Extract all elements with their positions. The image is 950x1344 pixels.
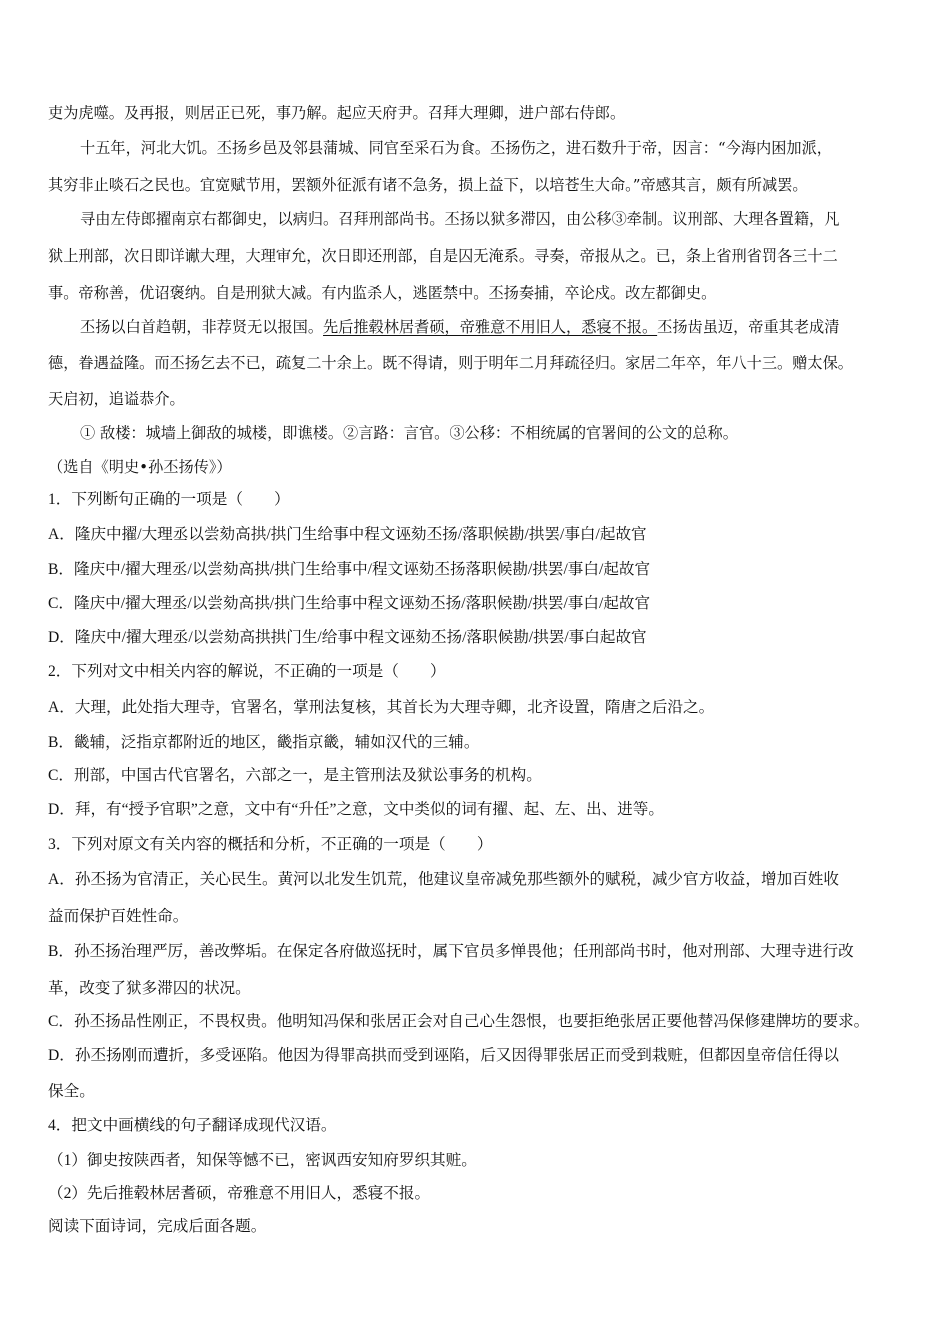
option-3a: A．孙丕扬为官清正，关心民生。黄河以北发生饥荒，他建议皇帝减免那些额外的赋税，减少官方收益，增加百姓收 [48,871,839,888]
passage-line: 十五年，河北大饥。丕扬乡邑及邻县蒲城、同官至采石为食。丕扬伤之，进石数升于帝，因言：“今海内困加派， [80,139,832,157]
option-3b-cont: 革，改变了狱多滞囚的状况。 [48,980,251,997]
option-1a: A．隆庆中擢/大理丞以尝劾高拱/拱门生给事中程文诬劾丕扬/落职候勘/拱罢/事白/起故官 [48,526,647,543]
question-4-item-1: （1）御史按陕西者，知保等憾不已，密讽西安知府罗织其赃。 [48,1152,477,1169]
option-1c: C．隆庆中/擢大理丞/以尝劾高拱/拱门生给事中程文诬劾丕扬/落职候勘/拱罢/事白/起故官 [48,595,651,612]
underlined-sentence: 先后推毂林居耆硕，帝雅意不用旧人，悉寝不报。 [323,318,658,336]
source-citation: （选自《明史•孙丕扬传》） [48,458,232,476]
footnotes: ① 敌楼：城墙上御敌的城楼，即谯楼。②言路：言官。③公移：不相统属的官署间的公文的总称。 [80,424,738,442]
option-3d-cont: 保全。 [48,1083,95,1100]
option-2c: C．刑部，中国古代官署名，六部之一，是主管刑法及狱讼事务的机构。 [48,767,542,784]
question-4: 4．把文中画横线的句子翻译成现代汉语。 [48,1117,337,1134]
question-3: 3．下列对原文有关内容的概括和分析，不正确的一项是（ ） [48,836,493,853]
section-instruction: 阅读下面诗词，完成后面各题。 [48,1218,267,1235]
option-2d: D．拜，有“授予官职”之意，文中有“升任”之意，文中类似的词有擢、起、左、出、进等。 [48,801,664,818]
passage-line: 吏为虎噬。及再报，则居正已死，事乃解。起应天府尹。召拜大理卿，进户部右侍郎。 [48,104,626,122]
passage-line: 其穷非止啖石之民也。宜宽赋节用，罢额外征派有诸不急务，损上益下，以培苍生大命。”帝感其言，颇有所减罢。 [48,176,808,194]
passage-line [80,317,839,337]
option-1d: D．隆庆中/擢大理丞/以尝劾高拱拱门生/给事中程文诬劾丕扬/落职候勘/拱罢/事白起故官 [48,629,647,646]
passage-line: 狱上刑部，次日即详谳大理，大理审允，次日即还刑部，自是囚无淹系。寻奏，帝报从之。已，条上省刑省罚各三十二 [48,247,838,265]
question-1: 1．下列断句正确的一项是（ ） [48,491,290,508]
option-2a: A．大理，此处指大理寺，官署名，掌刑法复核，其首长为大理寺卿，北齐设置，隋唐之后沿之。 [48,699,715,716]
question-2: 2．下列对文中相关内容的解说，不正确的一项是（ ） [48,663,446,680]
passage-text: 丕扬齿虽迈，帝重其老成清 [657,318,840,336]
passage-line: 事。帝称善，优诏褒纳。自是刑狱大减。有内监杀人，逃匿禁中。丕扬奏捕，卒论戍。改左都御史。 [48,284,717,302]
option-1b: B．隆庆中/擢大理丞/以尝劾高拱/拱门生给事中/程文诬劾丕扬落职候勘/拱罢/事白/起故官 [48,561,651,578]
passage-text: 丕扬以白首趋朝，非荐贤无以报国。 [80,318,323,336]
option-2b: B．畿辅，泛指京都附近的地区，畿指京畿，辅如汉代的三辅。 [48,734,480,751]
question-4-item-2: （2）先后推毂林居耆硕，帝雅意不用旧人，悉寝不报。 [48,1185,431,1202]
passage-line: 天启初，追谥恭介。 [48,390,185,408]
passage-line: 德，眷遇益隆。而丕扬乞去不已，疏复二十余上。既不得请，则于明年二月拜疏径归。家居二年卒，年八十三。赠太保。 [48,354,853,372]
option-3d: D．孙丕扬刚而遭折，多受诬陷。他因为得罪高拱而受到诬陷，后又因得罪张居正而受到栽赃，但都因皇帝信任得以 [48,1047,839,1064]
option-3a-cont: 益而保护百姓性命。 [48,908,189,925]
passage-line: 寻由左侍郎擢南京右都御史，以病归。召拜刑部尚书。丕扬以狱多滞囚，由公移③牵制。议刑部、大理各置籍，凡 [80,210,840,228]
option-3b: B．孙丕扬治理严厉，善改弊垢。在保定各府做巡抚时，属下官员多惮畏他；任刑部尚书时，他对刑部、大理寺进行改 [48,943,854,960]
option-3c: C．孙丕扬品性刚正，不畏权贵。他明知冯保和张居正会对自己心生怨恨，也要拒绝张居正要他替冯保修建牌坊的要求。 [48,1013,870,1030]
